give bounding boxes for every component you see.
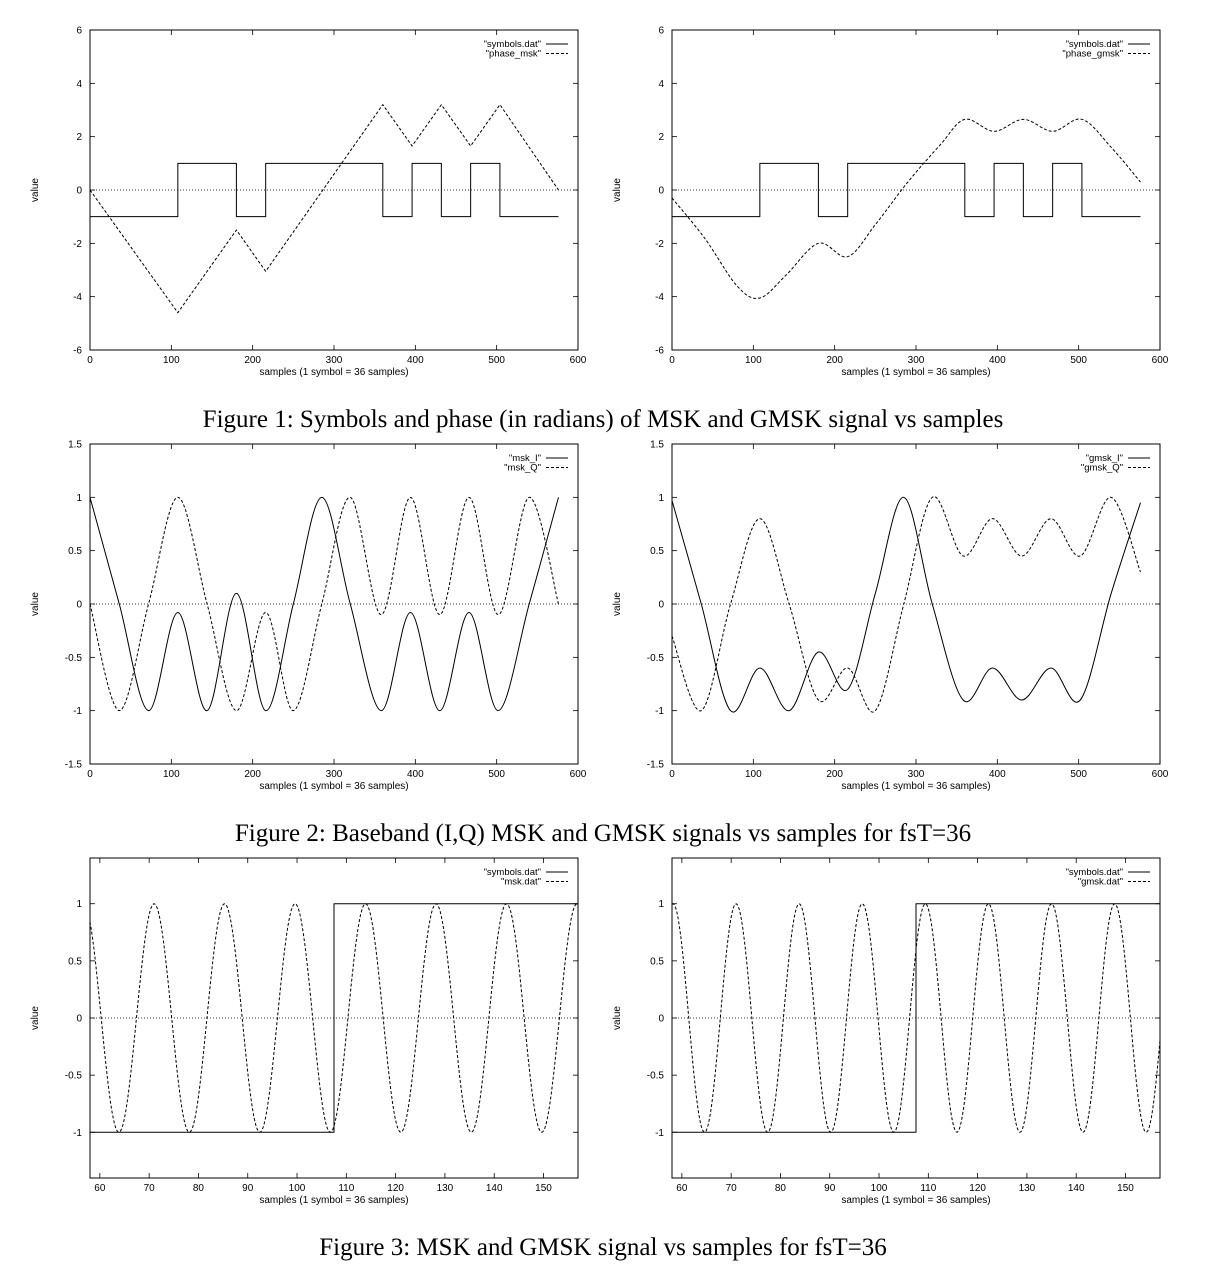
x-tick-label: 600 bbox=[1151, 769, 1169, 780]
x-tick-label: 90 bbox=[242, 1183, 254, 1194]
x-tick-label: 60 bbox=[94, 1183, 106, 1194]
x-tick-label: 300 bbox=[907, 355, 925, 366]
x-tick-label: 300 bbox=[325, 355, 343, 366]
y-tick-label: 0 bbox=[658, 599, 664, 611]
y-tick-label: -6 bbox=[655, 345, 664, 357]
x-tick-label: 500 bbox=[1070, 769, 1088, 780]
chart-fig1-right bbox=[582, 20, 1172, 400]
x-tick-label: 120 bbox=[969, 1183, 986, 1194]
y-tick-label: 2 bbox=[658, 132, 664, 144]
y-axis-title: value bbox=[30, 178, 41, 202]
x-tick-label: 70 bbox=[725, 1183, 737, 1194]
x-tick-label: 300 bbox=[907, 769, 925, 780]
y-tick-label: -0.5 bbox=[646, 652, 664, 664]
y-tick-label: -4 bbox=[655, 292, 664, 304]
y-axis-title: value bbox=[612, 1006, 623, 1030]
series-gmsk-i-line bbox=[672, 497, 1140, 712]
y-tick-label: 1.5 bbox=[68, 439, 82, 451]
x-axis-title: samples (1 symbol = 36 samples) bbox=[841, 781, 991, 792]
y-tick-label: -1 bbox=[73, 1127, 82, 1139]
x-tick-label: 400 bbox=[988, 355, 1006, 366]
y-axis-title: value bbox=[30, 592, 41, 616]
legend-label: "gmsk_I" bbox=[1085, 453, 1123, 464]
x-tick-label: 200 bbox=[244, 769, 262, 780]
y-tick-label: 0 bbox=[76, 1013, 82, 1025]
x-tick-label: 200 bbox=[826, 769, 844, 780]
y-tick-label: -2 bbox=[655, 238, 664, 250]
x-tick-label: 110 bbox=[920, 1183, 937, 1194]
y-tick-label: 1.5 bbox=[650, 439, 664, 451]
legend-label: "gmsk_Q" bbox=[1080, 462, 1123, 474]
x-axis-title: samples (1 symbol = 36 samples) bbox=[259, 367, 409, 378]
y-tick-label: 1 bbox=[658, 899, 664, 911]
legend-label: "msk_I" bbox=[508, 453, 541, 464]
x-tick-label: 300 bbox=[325, 769, 343, 780]
x-tick-label: 70 bbox=[143, 1183, 155, 1194]
y-tick-label: 0 bbox=[76, 599, 82, 611]
x-tick-label: 80 bbox=[774, 1183, 787, 1194]
y-tick-label: -0.5 bbox=[646, 1070, 664, 1082]
x-tick-label: 150 bbox=[535, 1183, 552, 1194]
chart-fig1-left bbox=[0, 20, 590, 400]
chart-fig3-right bbox=[582, 848, 1172, 1228]
y-tick-label: 6 bbox=[658, 25, 664, 37]
y-axis-title: value bbox=[612, 592, 623, 616]
x-tick-label: 0 bbox=[87, 355, 93, 366]
y-tick-label: 0 bbox=[76, 185, 82, 197]
x-tick-label: 400 bbox=[406, 355, 424, 366]
x-tick-label: 0 bbox=[669, 769, 675, 780]
x-tick-label: 500 bbox=[488, 769, 506, 780]
x-tick-label: 0 bbox=[87, 769, 93, 780]
y-tick-label: -6 bbox=[73, 345, 82, 357]
x-tick-label: 200 bbox=[826, 355, 844, 366]
y-tick-label: 6 bbox=[76, 25, 82, 37]
legend-label: "symbols.dat" bbox=[483, 867, 541, 878]
x-tick-label: 130 bbox=[1018, 1183, 1036, 1194]
legend-label: "msk_Q" bbox=[504, 462, 541, 474]
x-tick-label: 100 bbox=[162, 769, 180, 780]
y-tick-label: 1 bbox=[658, 492, 664, 504]
y-tick-label: 0.5 bbox=[650, 956, 664, 968]
x-tick-label: 600 bbox=[569, 355, 587, 366]
y-tick-label: 0.5 bbox=[68, 546, 82, 558]
x-tick-label: 500 bbox=[1070, 355, 1088, 366]
x-tick-label: 80 bbox=[192, 1183, 205, 1194]
legend-label: "symbols.dat" bbox=[483, 39, 541, 50]
x-tick-label: 150 bbox=[1117, 1183, 1134, 1194]
chart-svg bbox=[0, 20, 590, 400]
y-tick-label: -0.5 bbox=[64, 1070, 82, 1082]
legend-label: "phase_gmsk" bbox=[1062, 48, 1123, 60]
x-tick-label: 600 bbox=[569, 769, 587, 780]
x-tick-label: 140 bbox=[485, 1183, 503, 1194]
x-tick-label: 110 bbox=[338, 1183, 355, 1194]
x-axis-title: samples (1 symbol = 36 samples) bbox=[259, 1195, 409, 1206]
y-axis-title: value bbox=[30, 1006, 41, 1030]
x-tick-label: 100 bbox=[870, 1183, 888, 1194]
y-tick-label: 1 bbox=[76, 899, 82, 911]
x-axis-title: samples (1 symbol = 36 samples) bbox=[259, 781, 409, 792]
x-axis-title: samples (1 symbol = 36 samples) bbox=[841, 367, 991, 378]
figure-2-caption: Figure 2: Baseband (I,Q) MSK and GMSK signals vs samples for fsT=36 bbox=[234, 820, 972, 847]
x-tick-label: 200 bbox=[244, 355, 262, 366]
y-tick-label: -1 bbox=[655, 1127, 664, 1139]
legend-label: "gmsk.dat" bbox=[1077, 876, 1123, 888]
legend-label: "phase_msk" bbox=[485, 48, 541, 60]
x-tick-label: 400 bbox=[988, 769, 1006, 780]
x-axis-title: samples (1 symbol = 36 samples) bbox=[841, 1195, 991, 1206]
x-tick-label: 130 bbox=[436, 1183, 454, 1194]
x-tick-label: 120 bbox=[387, 1183, 404, 1194]
x-tick-label: 100 bbox=[162, 355, 180, 366]
x-tick-label: 100 bbox=[744, 769, 762, 780]
x-tick-label: 100 bbox=[744, 355, 762, 366]
chart-svg bbox=[0, 848, 590, 1228]
y-tick-label: -1 bbox=[73, 706, 82, 718]
chart-svg bbox=[582, 20, 1172, 400]
x-tick-label: 140 bbox=[1067, 1183, 1085, 1194]
y-tick-label: -2 bbox=[73, 238, 82, 250]
y-tick-label: 0 bbox=[658, 1013, 664, 1025]
chart-svg bbox=[0, 434, 590, 814]
legend-label: "symbols.dat" bbox=[1065, 39, 1123, 50]
x-tick-label: 60 bbox=[676, 1183, 688, 1194]
chart-fig2-right bbox=[582, 434, 1172, 814]
chart-fig3-left bbox=[0, 848, 590, 1228]
y-tick-label: 4 bbox=[658, 78, 664, 90]
y-tick-label: 1 bbox=[76, 492, 82, 504]
chart-svg bbox=[582, 848, 1172, 1228]
x-tick-label: 600 bbox=[1151, 355, 1169, 366]
y-tick-label: -1 bbox=[655, 706, 664, 718]
figure-3-caption: Figure 3: MSK and GMSK signal vs samples for fsT=36 bbox=[319, 1234, 887, 1261]
y-tick-label: 0.5 bbox=[650, 546, 664, 558]
x-tick-label: 100 bbox=[288, 1183, 306, 1194]
x-tick-label: 0 bbox=[669, 355, 675, 366]
legend-label: "symbols.dat" bbox=[1065, 867, 1123, 878]
y-tick-label: -1.5 bbox=[64, 759, 82, 771]
chart-svg bbox=[582, 434, 1172, 814]
y-tick-label: 0 bbox=[658, 185, 664, 197]
series-phase-gmsk-line bbox=[672, 119, 1140, 298]
y-tick-label: -1.5 bbox=[646, 759, 664, 771]
y-tick-label: 4 bbox=[76, 78, 82, 90]
y-tick-label: -4 bbox=[73, 292, 82, 304]
y-tick-label: -0.5 bbox=[64, 652, 82, 664]
x-tick-label: 500 bbox=[488, 355, 506, 366]
y-tick-label: 2 bbox=[76, 132, 82, 144]
x-tick-label: 400 bbox=[406, 769, 424, 780]
y-axis-title: value bbox=[612, 178, 623, 202]
series-phase-msk-line bbox=[90, 105, 558, 313]
x-tick-label: 90 bbox=[824, 1183, 836, 1194]
y-tick-label: 0.5 bbox=[68, 956, 82, 968]
chart-fig2-left bbox=[0, 434, 590, 814]
legend-label: "msk.dat" bbox=[500, 876, 541, 888]
figure-1-caption: Figure 1: Symbols and phase (in radians) of MSK and GMSK signal vs samples bbox=[202, 406, 1004, 433]
